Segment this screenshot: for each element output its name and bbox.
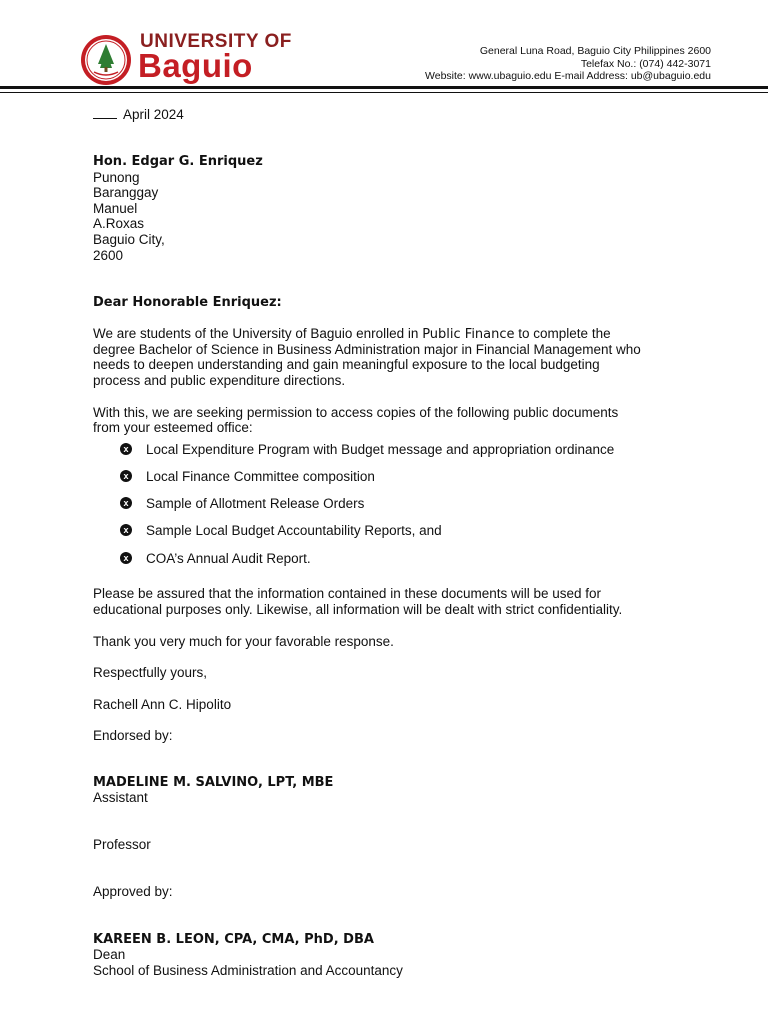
list-item — [120, 441, 614, 459]
x-bullet-icon: x — [120, 497, 132, 509]
list-item-text: Local Expenditure Program with Budget message and appropriation ordinance — [146, 442, 615, 457]
list-item-text: Sample Local Budget Accountability Reports, and — [146, 523, 442, 538]
university-name-line2: Baguio — [138, 47, 253, 84]
header-rule-thin — [0, 92, 768, 93]
endorser-title: Assistant — [93, 790, 148, 805]
para1-text: to complete the — [514, 326, 611, 341]
list-item-text: Sample of Allotment Release Orders — [146, 496, 365, 511]
endorsed-label: Endorsed by: — [93, 728, 173, 743]
recipient-name: Hon. Edgar G. Enriquez — [93, 154, 263, 169]
para1-text: We are students of the University of Baguio enrolled in — [93, 326, 423, 341]
paragraph-line: process and public expenditure directions. — [93, 373, 346, 388]
address-line: General Luna Road, Baguio City Philippines 2600 — [479, 45, 711, 57]
list-item — [120, 522, 442, 540]
salutation: Dear Honorable Enriquez: — [93, 295, 282, 310]
recipient-line: A.Roxas — [93, 216, 145, 231]
recipient-line: Baguio City, — [93, 232, 165, 247]
university-name-line1: UNIVERSITY OF — [140, 31, 292, 52]
course-name: Public Finance — [422, 327, 515, 342]
telefax-line: Telefax No.: (074) 442-3071 — [580, 57, 711, 70]
paragraph-line: With this, we are seeking permission to access copies of the following public documents — [93, 405, 619, 420]
approved-label: Approved by: — [93, 884, 173, 899]
sender-name: Rachell Ann C. Hipolito — [93, 697, 232, 712]
approver-title: Dean — [93, 947, 126, 962]
paragraph-line — [93, 326, 611, 343]
web-email-line: Website: www.ubaguio.edu E-mail Address: ub@ubaguio.edu — [425, 70, 711, 82]
contact-block — [425, 45, 711, 83]
list-item-text: COA’s Annual Audit Report. — [146, 551, 311, 566]
list-item — [120, 550, 311, 568]
recipient-line: Manuel — [93, 201, 138, 216]
list-item — [120, 495, 364, 513]
paragraph-line: degree Bachelor of Science in Business Administration major in Financial Management who — [93, 342, 641, 357]
x-bullet-icon: x — [120, 470, 132, 482]
list-item-text: Local Finance Committee composition — [146, 469, 375, 484]
paragraph-line: educational purposes only. Likewise, all information will be dealt with strict confidentiality. — [93, 602, 623, 617]
recipient-line: Baranggay — [93, 185, 159, 200]
recipient-line: 2600 — [93, 248, 124, 263]
thanks-line: Thank you very much for your favorable response. — [93, 634, 394, 649]
list-item — [120, 468, 375, 486]
x-bullet-icon: x — [120, 552, 132, 564]
approver-name: KAREEN B. LEON, CPA, CMA, PhD, DBA — [93, 932, 374, 947]
closing: Respectfully yours, — [93, 665, 208, 680]
letterhead — [0, 0, 768, 92]
date-line — [93, 107, 184, 123]
paragraph-line: needs to deepen understanding and gain meaningful exposure to the local budgeting — [93, 357, 600, 372]
paragraph-line: from your esteemed office: — [93, 420, 253, 435]
recipient-line: Punong — [93, 170, 140, 185]
paragraph-line: Please be assured that the information contained in these documents will be used for — [93, 586, 602, 601]
endorser-title: Professor — [93, 837, 151, 852]
date-blank — [93, 107, 117, 119]
approver-title: School of Business Administration and Accountancy — [93, 963, 403, 978]
university-seal-logo — [80, 34, 132, 86]
header-rule-thick — [0, 86, 768, 89]
endorser-name: MADELINE M. SALVINO, LPT, MBE — [93, 775, 334, 790]
date: April 2024 — [123, 107, 184, 122]
x-bullet-icon: x — [120, 443, 132, 455]
x-bullet-icon: x — [120, 524, 132, 536]
